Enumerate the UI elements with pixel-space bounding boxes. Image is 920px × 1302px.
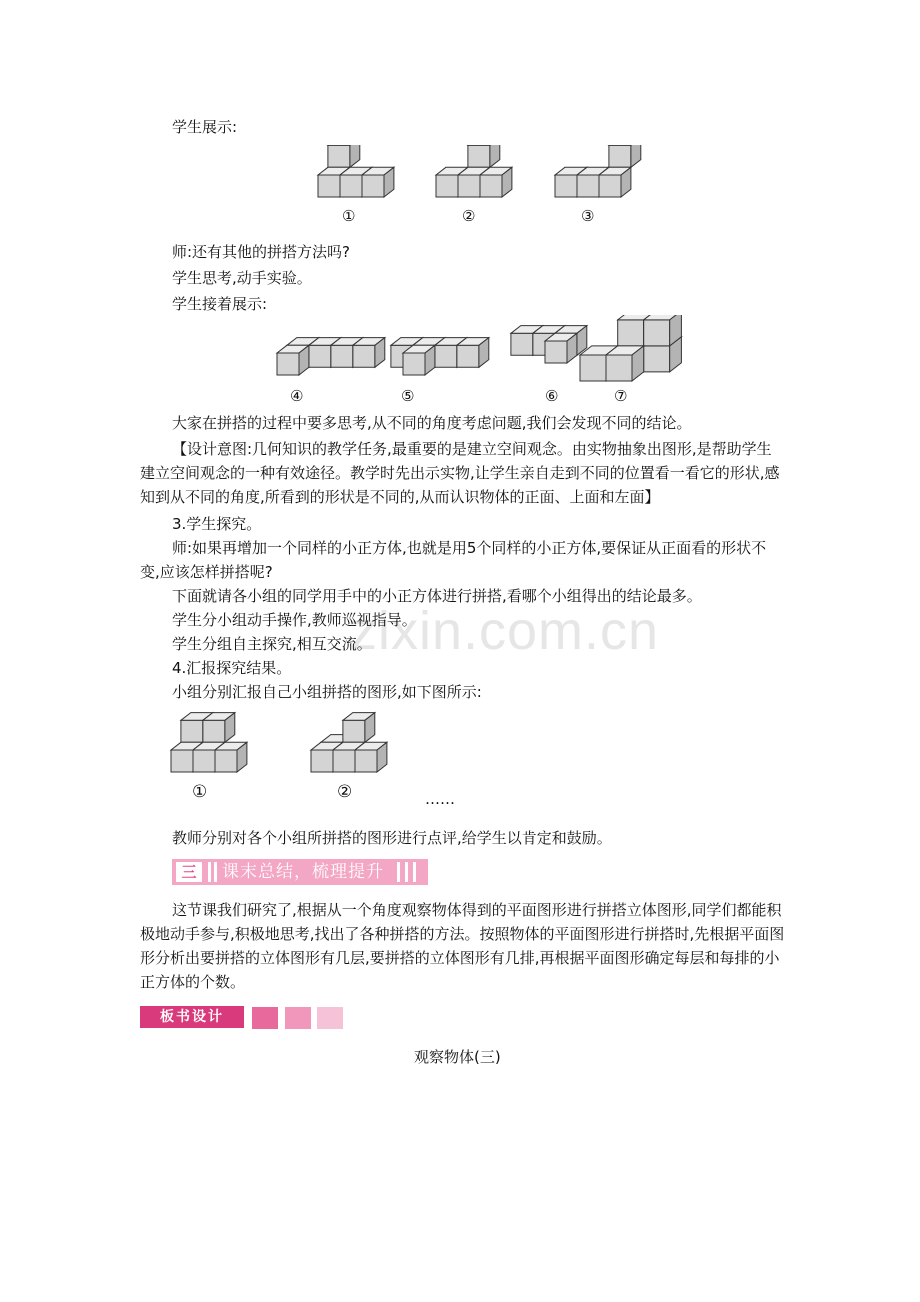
cube-figures-row-b xyxy=(265,315,685,385)
cube-figures-row-c xyxy=(165,708,405,778)
cube-face xyxy=(277,353,299,375)
cube-face xyxy=(318,175,340,197)
cube-face xyxy=(545,341,567,363)
group-report-text: 小组分别汇报自己小组拼搭的图形,如下图所示: xyxy=(172,683,482,701)
cube-figure-7 xyxy=(580,315,681,381)
cube-face xyxy=(333,750,355,772)
cube-face xyxy=(215,750,237,772)
cube-face xyxy=(609,145,631,167)
cube-figure-6 xyxy=(511,326,587,363)
cube-face xyxy=(599,175,621,197)
figure-label-6: ⑥ xyxy=(545,387,559,405)
cube-face xyxy=(468,145,490,167)
cube-face xyxy=(343,720,365,742)
cube-face xyxy=(340,175,362,197)
cube-figure-2 xyxy=(436,145,512,197)
teacher-comment: 教师分别对各个小组所拼搭的图形进行点评,给学生以肯定和鼓励。 xyxy=(172,829,612,847)
cube-figure-5 xyxy=(391,338,489,375)
group-figure-label-2: ② xyxy=(337,782,353,802)
teacher-prompt-paragraph: 师:如果再增加一个同样的小正方体,也就是用5个同样的小正方体,要保证从正面看的形状不变,应该怎样拼搭呢? xyxy=(140,539,767,581)
teacher-question: 师:还有其他的拼搭方法吗? xyxy=(172,243,351,261)
figure-label-5: ⑤ xyxy=(401,387,415,405)
figure-label-4: ④ xyxy=(290,387,304,405)
cube-face xyxy=(403,353,425,375)
students-operate: 学生分小组动手操作,教师巡视指导。 xyxy=(172,611,417,629)
cube-face xyxy=(362,175,384,197)
section-number: 三 xyxy=(176,862,202,882)
banner-stripe xyxy=(397,862,400,882)
decor-square xyxy=(317,1007,343,1029)
decor-square xyxy=(285,1007,311,1029)
banner-stripe xyxy=(214,862,217,882)
banner-stripe xyxy=(405,862,408,882)
cube-face xyxy=(644,346,670,372)
cube-face xyxy=(631,145,641,167)
cube-face xyxy=(457,345,479,367)
cube-figure-1 xyxy=(318,145,394,197)
cube-face xyxy=(328,145,350,167)
cube-face xyxy=(580,355,606,381)
group-figure-label-1: ① xyxy=(192,782,208,802)
cube-face xyxy=(355,750,377,772)
figure-label-7: ⑦ xyxy=(614,387,628,405)
cube-face xyxy=(577,175,599,197)
decor-square xyxy=(252,1007,278,1029)
cube-face xyxy=(511,333,533,355)
figure-label-3: ③ xyxy=(581,207,595,225)
students-explore: 学生分组自主探究,相互交流。 xyxy=(172,635,372,653)
design-intent-paragraph: 【设计意图:几何知识的教学任务,最重要的是建立空间观念。由实物抽象出图形,是帮助学生建立空间观念的一种有效途径。教学时先出示实物,让学生亲自走到不同的位置看一看它的形状,感知到从不同的角度,所看到的形状是不同的,从而认识物体的正面、上面和左面】 xyxy=(140,440,780,506)
banner-stripe xyxy=(208,862,211,882)
group-instructions: 下面就请各小组的同学用手中的小正方体进行拼搭,看哪个小组得出的结论最多。 xyxy=(172,587,702,605)
cube-face xyxy=(350,145,360,167)
cube-figure-3 xyxy=(555,145,641,197)
cube-face xyxy=(458,175,480,197)
paragraph-angles: 大家在拼搭的过程中要多思考,从不同的角度考虑问题,我们会发现不同的结论。 xyxy=(172,414,692,432)
students-think: 学生思考,动手实验。 xyxy=(172,269,312,287)
cube-face xyxy=(435,345,457,367)
summary-paragraph: 这节课我们研究了,根据从一个角度观察物体得到的平面图形进行拼搭立体图形,同学们都能积极地动手参与,积极地思考,找出了各种拼搭的方法。按照物体的平面图形进行拼搭时,先根据平面图形分析出要拼搭的立体图形有几层,要拼搭的立体图形有几排,再根据平面图形确定每层和每排的小正方体的个数。 xyxy=(140,901,785,991)
intro-text: 学生展示: xyxy=(172,118,238,136)
cube-face xyxy=(171,750,193,772)
section-three-banner xyxy=(172,859,428,885)
board-title: 观察物体(三) xyxy=(414,1048,501,1066)
ellipsis: …… xyxy=(425,790,455,808)
heading-student-explore: 3.学生探究。 xyxy=(172,515,262,533)
cube-face xyxy=(555,175,577,197)
watermark: zixin.com.cn xyxy=(350,601,660,661)
cube-figures-row-a xyxy=(300,145,660,207)
cube-face xyxy=(436,175,458,197)
banner-stripe xyxy=(413,862,416,882)
cube-face xyxy=(490,145,500,167)
figure-label-2: ② xyxy=(462,207,476,225)
heading-report-results: 4.汇报探究结果。 xyxy=(172,659,292,677)
board-design-banner xyxy=(140,1006,244,1028)
cube-face xyxy=(193,750,215,772)
cube-face xyxy=(606,355,632,381)
students-show-again: 学生接着展示: xyxy=(172,295,268,313)
cube-face xyxy=(309,345,331,367)
cube-face xyxy=(203,720,225,742)
cube-figure-group-1 xyxy=(171,713,247,772)
cube-face xyxy=(480,175,502,197)
cube-figure-group-2 xyxy=(311,713,387,772)
cube-face xyxy=(181,720,203,742)
cube-face xyxy=(618,320,644,346)
cube-figure-4 xyxy=(277,338,385,375)
section-title: 课末总结，梳理提升 xyxy=(222,862,384,882)
figure-label-1: ① xyxy=(342,207,356,225)
cube-face xyxy=(331,345,353,367)
cube-face xyxy=(644,320,670,346)
cube-face xyxy=(311,750,333,772)
board-design-label: 板书设计 xyxy=(160,1009,224,1025)
cube-face xyxy=(353,345,375,367)
